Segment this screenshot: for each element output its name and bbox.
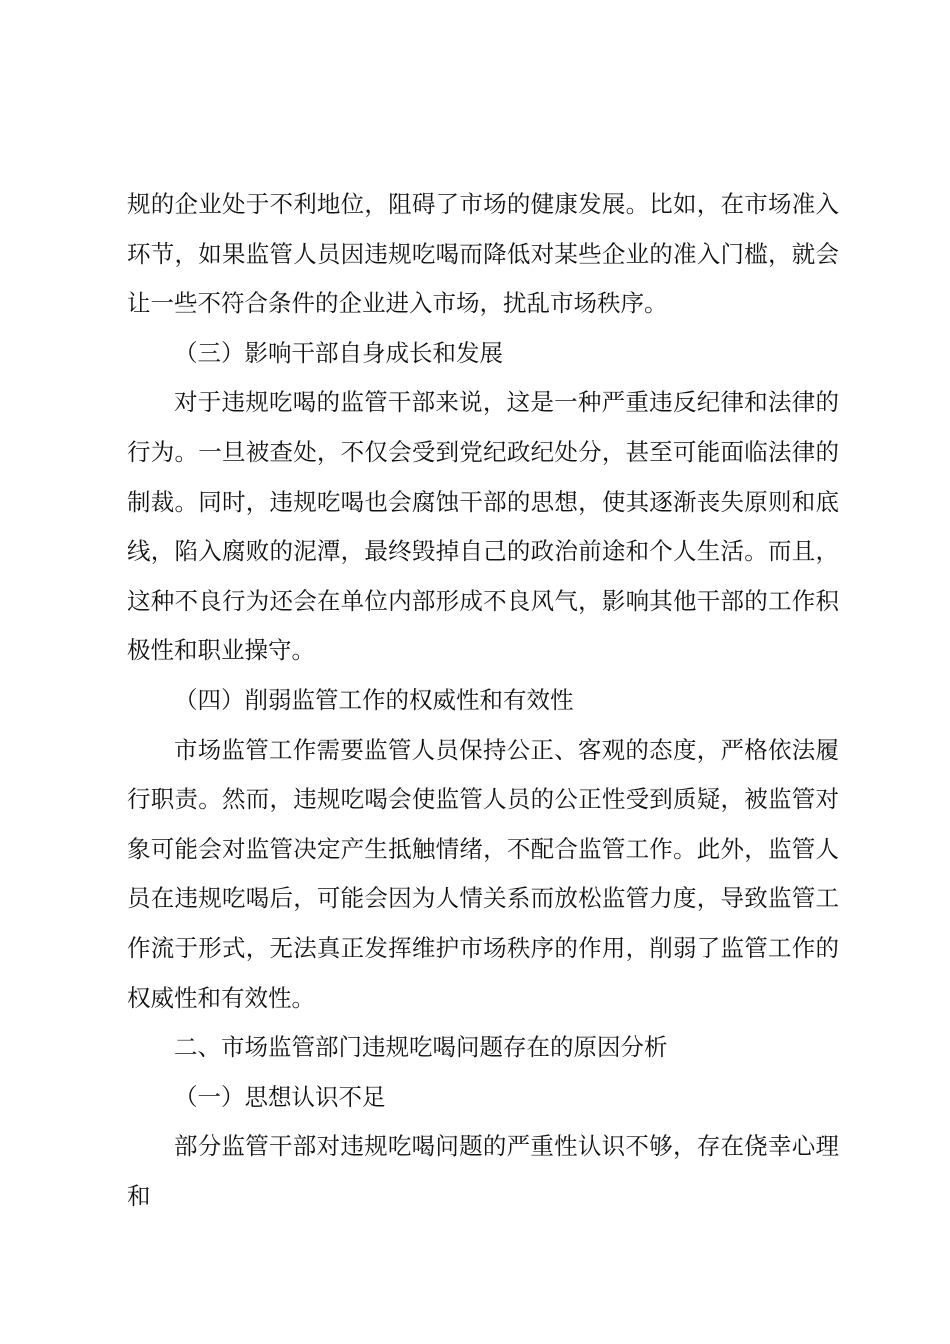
paragraph-body: 市场监管工作需要监管人员保持公正、客观的态度，严格依法履行职责。然而，违规吃喝会使监管人员的公正性受到质疑，被监管对象可能会对监管决定产生抵触情绪，不配合监管工作。此外，监管人员在违规吃喝后，可能会因为人情关系而放松监管力度，导致监管工作流于形式，无法真正发挥维护市场秩序的作用，削弱了监管工作的权威性和有效性。 [127, 735, 839, 1012]
section-heading-1: （一）思想认识不足 [174, 1082, 386, 1111]
paragraph-body: 部分监管干部对违规吃喝问题的严重性认识不够，存在侥幸心理和 [127, 1132, 839, 1210]
section-heading-4: （四）削弱监管工作的权威性和有效性 [174, 685, 574, 714]
paragraph-body: 对于违规吃喝的监管干部来说，这是一种严重违反纪律和法律的行为。一旦被查处，不仅会受到党纪政纪处分，甚至可能面临法律的制裁。同时，违规吃喝也会腐蚀干部的思想，使其逐渐丧失原则和底线，陷入腐败的泥潭，最终毁掉自己的政治前途和个人生活。而且，这种不良行为还会在单位内部形成不良风气，影响其他干部的工作积极性和职业操守。 [127, 388, 839, 665]
section-heading-3: （三）影响干部自身成长和发展 [174, 338, 503, 367]
chapter-heading-2: 二、市场监管部门违规吃喝问题存在的原因分析 [174, 1033, 668, 1062]
document-body [127, 180, 839, 1221]
paragraph-continued: 规的企业处于不利地位，阻碍了市场的健康发展。比如，在市场准入环节，如果监管人员因违规吃喝而降低对某些企业的准入门槛，就会让一些不符合条件的企业进入市场，扰乱市场秩序。 [127, 190, 839, 318]
